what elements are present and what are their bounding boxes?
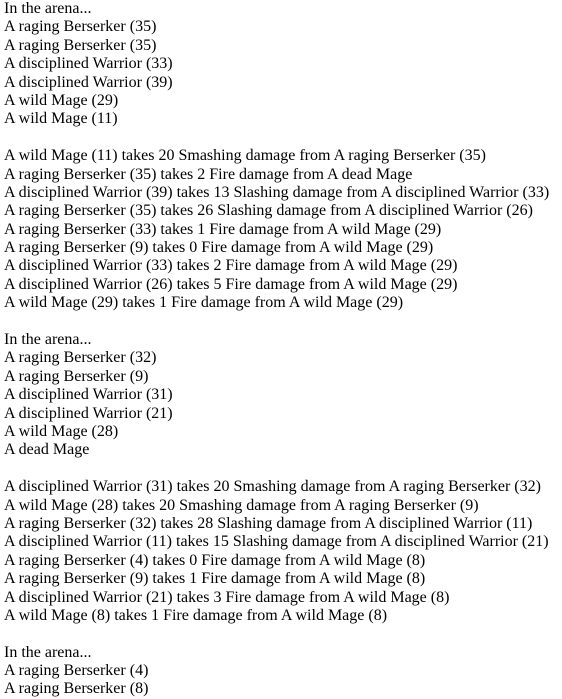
- log-line: A wild Mage (11): [4, 110, 118, 128]
- log-spacer: [4, 313, 562, 331]
- log-line: A raging Berserker (4) takes 0 Fire damage from A wild Mage (8): [4, 551, 426, 569]
- log-line: A wild Mage (28) takes 20 Smashing damage from A raging Berserker (9): [4, 496, 479, 514]
- log-line: A raging Berserker (9) takes 1 Fire damage from A wild Mage (8): [4, 570, 426, 588]
- log-line: A wild Mage (29) takes 1 Fire damage from A wild Mage (29): [4, 294, 404, 312]
- arena-log: [4, 0, 562, 699]
- log-line: A raging Berserker (4): [4, 662, 149, 680]
- log-line: A disciplined Warrior (31) takes 20 Smashing damage from A raging Berserker (32): [4, 478, 541, 496]
- log-line: A raging Berserker (35): [4, 36, 157, 54]
- log-line: A raging Berserker (35) takes 2 Fire damage from A dead Mage: [4, 165, 413, 183]
- log-line: In the arena...: [4, 331, 92, 349]
- log-line: A raging Berserker (35) takes 26 Slashing damage from A disciplined Warrior (26): [4, 202, 533, 220]
- log-line: A disciplined Warrior (33) takes 2 Fire damage from A wild Mage (29): [4, 257, 458, 275]
- log-line: A raging Berserker (35): [4, 18, 157, 36]
- log-line: A wild Mage (29): [4, 91, 119, 109]
- log-line: A raging Berserker (33) takes 1 Fire damage from A wild Mage (29): [4, 220, 442, 238]
- log-line: A disciplined Warrior (33): [4, 55, 173, 73]
- log-spacer: [4, 129, 562, 147]
- log-line: In the arena...: [4, 0, 92, 17]
- log-line: A wild Mage (8) takes 1 Fire damage from A wild Mage (8): [4, 606, 388, 624]
- log-line: A dead Mage: [4, 441, 90, 459]
- log-line: A raging Berserker (32): [4, 349, 157, 367]
- log-line: A disciplined Warrior (21): [4, 404, 173, 422]
- log-spacer: [4, 625, 562, 643]
- log-line: In the arena...: [4, 643, 92, 661]
- log-line: A raging Berserker (8): [4, 680, 149, 698]
- log-line: A disciplined Warrior (21) takes 3 Fire damage from A wild Mage (8): [4, 588, 450, 606]
- log-spacer: [4, 460, 562, 478]
- log-line: A wild Mage (28): [4, 422, 119, 440]
- log-line: A disciplined Warrior (31): [4, 386, 173, 404]
- log-line: A raging Berserker (9): [4, 367, 149, 385]
- log-line: A raging Berserker (9) takes 0 Fire damage from A wild Mage (29): [4, 239, 434, 257]
- log-line: A disciplined Warrior (11) takes 15 Slashing damage from A disciplined Warrior (21): [4, 533, 549, 551]
- log-line: A wild Mage (11) takes 20 Smashing damage from A raging Berserker (35): [4, 147, 486, 165]
- log-line: A disciplined Warrior (39) takes 13 Slashing damage from A disciplined Warrior (33): [4, 183, 550, 201]
- log-line: A raging Berserker (32) takes 28 Slashing damage from A disciplined Warrior (11): [4, 514, 533, 532]
- log-line: A disciplined Warrior (26) takes 5 Fire damage from A wild Mage (29): [4, 275, 458, 293]
- log-line: A disciplined Warrior (39): [4, 73, 173, 91]
